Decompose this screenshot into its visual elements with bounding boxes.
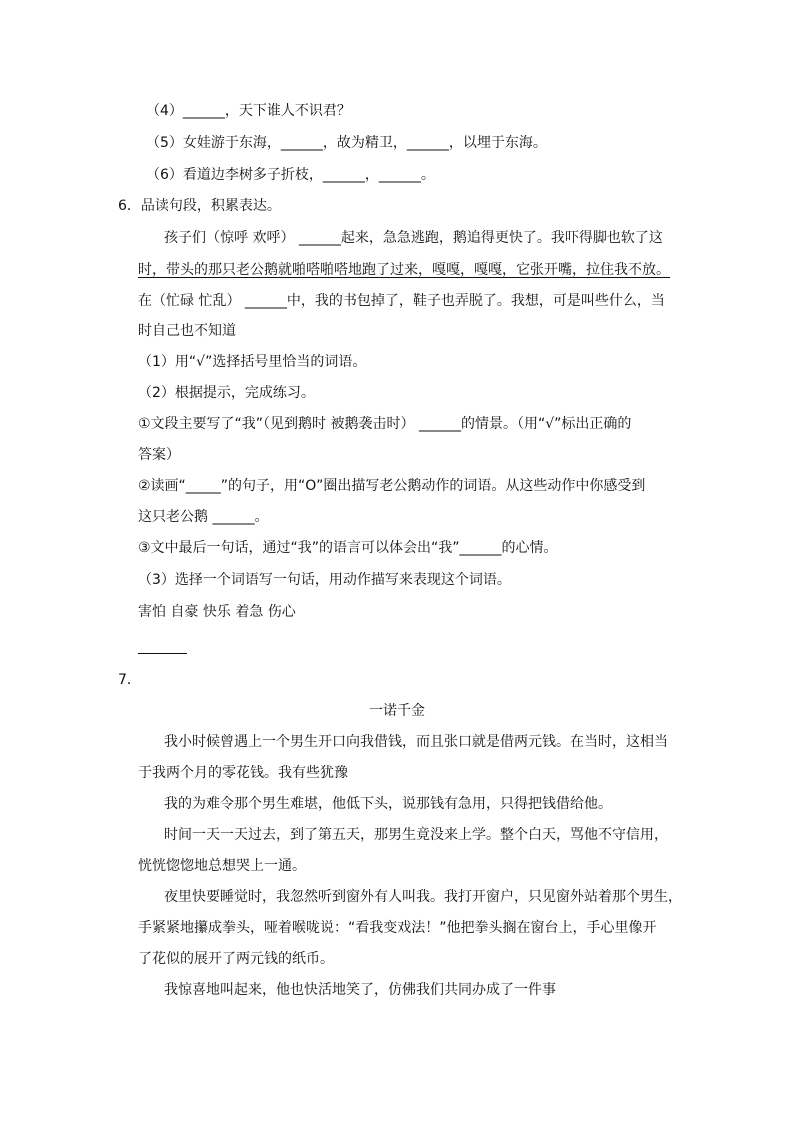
q6-passage-line: 时自己也不知道	[138, 323, 236, 339]
q5-item-4: （4）______，天下谁人不识君？	[146, 103, 351, 119]
q7-paragraph-line: 夜里快要睡觉时，我忽然听到窗外有人叫我。我打开窗户，只见窗外站着那个男生，	[164, 889, 682, 905]
q7-paragraph-line: 时间一天一天过去，到了第五天，那男生竟没来上学。整个白天，骂他不守信用，	[164, 827, 668, 843]
q5-item-5: （5）女娃游于东海，______，故为精卫，______，以埋于东海。	[146, 135, 547, 151]
q7-paragraph-line: 我的为难令那个男生难堪，他低下头，说那钱有急用，只得把钱借给他。	[164, 796, 612, 812]
q6-sub2-a: ①文段主要写了“我”（见到鹅时 被鹅袭击时） ______的情景。（用“√”标出正确的	[138, 416, 632, 432]
q7-paragraph-line: 了花似的展开了两元钱的纸币。	[138, 951, 334, 967]
q6-sub2-a-cont: 答案）	[138, 447, 180, 463]
q6-word-choices: 害怕 自豪 快乐 着急 伤心	[138, 604, 296, 620]
q7-paragraph-line: 我惊喜地叫起来，他也快活地笑了，仿佛我们共同办成了一件事	[164, 982, 556, 998]
q6-passage-underlined-line: 时，带头的那只老公鹅就啪嗒啪嗒地跑了过来，嘎嘎，嘎嘎，它张开嘴，拉住我不放。	[138, 262, 670, 278]
q7-paragraph-line: 手紧紧地攥成拳头，哑着喉咙说：“看我变戏法！”他把拳头搁在窗台上，手心里像开	[138, 920, 657, 936]
q7-title: 一诺千金	[369, 703, 425, 719]
q6-passage-line: 在（忙碌 忙乱） ______中，我的书包掉了，鞋子也弄脱了。我想，可是叫些什么，当	[138, 293, 665, 309]
q6-sub2-b: ②读画“_____”的句子，用“O”圈出描写老公鹅动作的词语。从这些动作中你感受到	[138, 478, 646, 494]
q6-passage-line: 孩子们（惊呼 欢呼） ______起来，急急逃跑，鹅追得更快了。我吓得脚也软了这	[164, 230, 663, 246]
q6-heading: 6．品读句段，积累表达。	[118, 198, 281, 214]
q6-sub3: （3）选择一个词语写一句话，用动作描写来表现这个词语。	[138, 572, 511, 588]
q6-answer-blank	[138, 653, 187, 654]
q6-sub1: （1）用“√”选择括号里恰当的词语。	[138, 354, 367, 370]
q7-number: 7．	[118, 672, 141, 688]
q7-paragraph-line: 恍恍惚惚地总想哭上一通。	[138, 858, 306, 874]
q7-paragraph-line: 我小时候曾遇上一个男生开口向我借钱，而且张口就是借两元钱。在当时，这相当	[164, 734, 668, 750]
q5-item-6: （6）看道边李树多子折枝，______，______。	[146, 167, 435, 183]
q6-sub2-b-cont: 这只老公鹅 ______。	[138, 509, 269, 525]
q6-sub2-c: ③文中最后一句话，通过“我”的语言可以体会出“我”______的心情。	[138, 540, 558, 556]
q7-paragraph-line: 于我两个月的零花钱。我有些犹豫	[138, 765, 348, 781]
q6-sub2: （2）根据提示，完成练习。	[138, 385, 315, 401]
